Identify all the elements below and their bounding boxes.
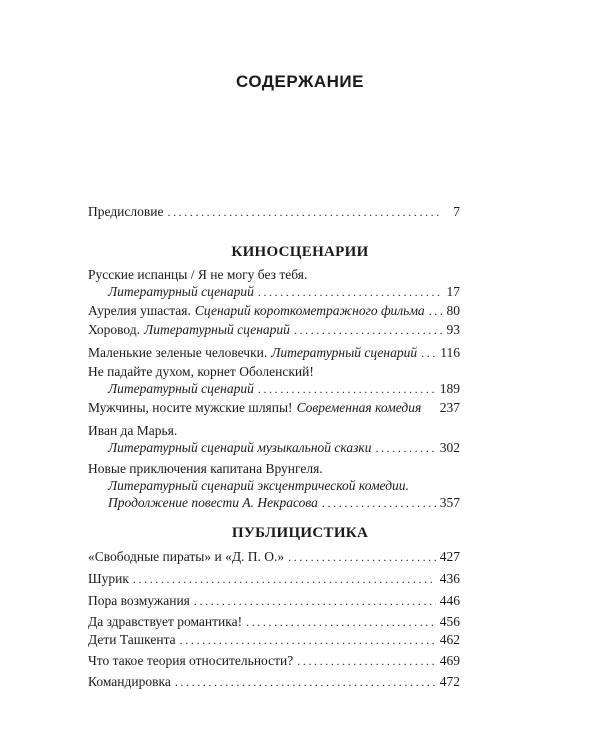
entry-page: 17 [446, 284, 460, 299]
dot-leader [180, 631, 436, 649]
dot-leader [133, 570, 436, 588]
toc-entry[interactable] [88, 652, 460, 670]
section-heading-journalism: ПУБЛИЦИСТИКА [231, 525, 369, 541]
entry-title: Что такое теория относительности? [88, 653, 294, 668]
entry-subtitle: Литературный сценарий музыкальной сказки [108, 440, 372, 455]
entry-page: 189 [439, 381, 460, 396]
toc-entry[interactable] [88, 302, 460, 320]
toc-entry[interactable] [88, 363, 460, 381]
dot-leader [258, 283, 442, 301]
entry-page: 446 [439, 593, 460, 608]
entry-page: 469 [439, 653, 460, 668]
toc-entry[interactable] [88, 673, 460, 691]
toc-entry-subline[interactable] [108, 477, 460, 495]
entry-page: 7 [453, 204, 460, 219]
entry-title: Иван да Марья. [88, 423, 178, 438]
entry-page: 302 [439, 440, 460, 455]
section-heading-screenplays: КИНОСЦЕНАРИИ [231, 244, 369, 260]
entry-subtitle: Литературный сценарий [108, 284, 254, 299]
dot-leader [297, 652, 436, 670]
entry-page: 427 [439, 549, 460, 564]
dot-leader [288, 548, 436, 566]
entry-title: Новые приключения капитана Врунгеля. [88, 461, 323, 476]
dot-leader [246, 613, 436, 631]
page-title: СОДЕРЖАНИЕ [236, 72, 364, 91]
toc-entry[interactable] [88, 266, 460, 284]
entry-title: Русские испанцы / Я не могу без тебя. [88, 267, 308, 282]
entry-page: 456 [439, 614, 460, 629]
toc-entry[interactable] [88, 460, 460, 478]
entry-page: 357 [439, 495, 460, 510]
dot-leader [294, 321, 442, 339]
dot-leader [194, 592, 436, 610]
toc-entry[interactable] [88, 399, 460, 417]
dot-leader [175, 673, 436, 691]
entry-title: Не падайте духом, корнет Оболенский! [88, 364, 314, 379]
entry-title: «Свободные пираты» и «Д. П. О.» [88, 549, 285, 564]
entry-title: Шурик [88, 571, 129, 586]
toc-entry-subline[interactable] [108, 380, 460, 398]
toc-entry[interactable] [88, 344, 460, 362]
toc-entry[interactable] [88, 321, 460, 339]
dot-leader [322, 494, 436, 512]
toc-entry-subline[interactable] [108, 494, 460, 512]
toc-entry[interactable] [88, 613, 460, 631]
entry-page: 237 [439, 400, 460, 415]
dot-leader [421, 344, 436, 362]
dot-leader [375, 439, 435, 457]
entry-title: Предисловие [88, 204, 164, 219]
entry-title: Маленькие зеленые человечки. [88, 345, 268, 360]
dot-leader [258, 380, 436, 398]
dot-leader [429, 302, 442, 320]
entry-subtitle: Литературный сценарий [271, 345, 418, 360]
entry-page: 472 [439, 674, 460, 689]
entry-subtitle: Литературный сценарий эксцентрической комедии. [108, 478, 409, 493]
toc-entry[interactable] [88, 631, 460, 649]
entry-title: Да здравствует романтика! [88, 614, 243, 629]
entry-title: Аурелия ушастая. [88, 303, 191, 318]
entry-subtitle: Литературный сценарий [108, 381, 254, 396]
entry-page: 93 [446, 322, 460, 337]
entry-subtitle: Продолжение повести А. Некрасова [108, 495, 318, 510]
toc-entry[interactable] [88, 592, 460, 610]
toc-entry-subline[interactable] [108, 439, 460, 457]
toc-entry-preface[interactable] [88, 203, 460, 221]
entry-page: 436 [439, 571, 460, 586]
entry-page: 116 [440, 345, 460, 360]
dot-leader [167, 203, 442, 221]
toc-entry[interactable] [88, 570, 460, 588]
entry-subtitle: Литературный сценарий [144, 322, 290, 337]
entry-title: Хоровод. [88, 322, 141, 337]
entry-title: Дети Ташкента [88, 632, 176, 647]
entry-title: Командировка [88, 674, 171, 689]
toc-entry[interactable] [88, 548, 460, 566]
toc-entry[interactable] [88, 422, 460, 440]
entry-page: 80 [446, 303, 460, 318]
entry-page: 462 [439, 632, 460, 647]
toc-entry-subline[interactable] [108, 283, 460, 301]
entry-subtitle: Современная комедия [296, 400, 422, 415]
entry-title: Мужчины, носите мужские шляпы! [88, 400, 293, 415]
entry-title: Пора возмужания [88, 593, 190, 608]
entry-subtitle: Сценарий короткометражного фильма [194, 303, 425, 318]
